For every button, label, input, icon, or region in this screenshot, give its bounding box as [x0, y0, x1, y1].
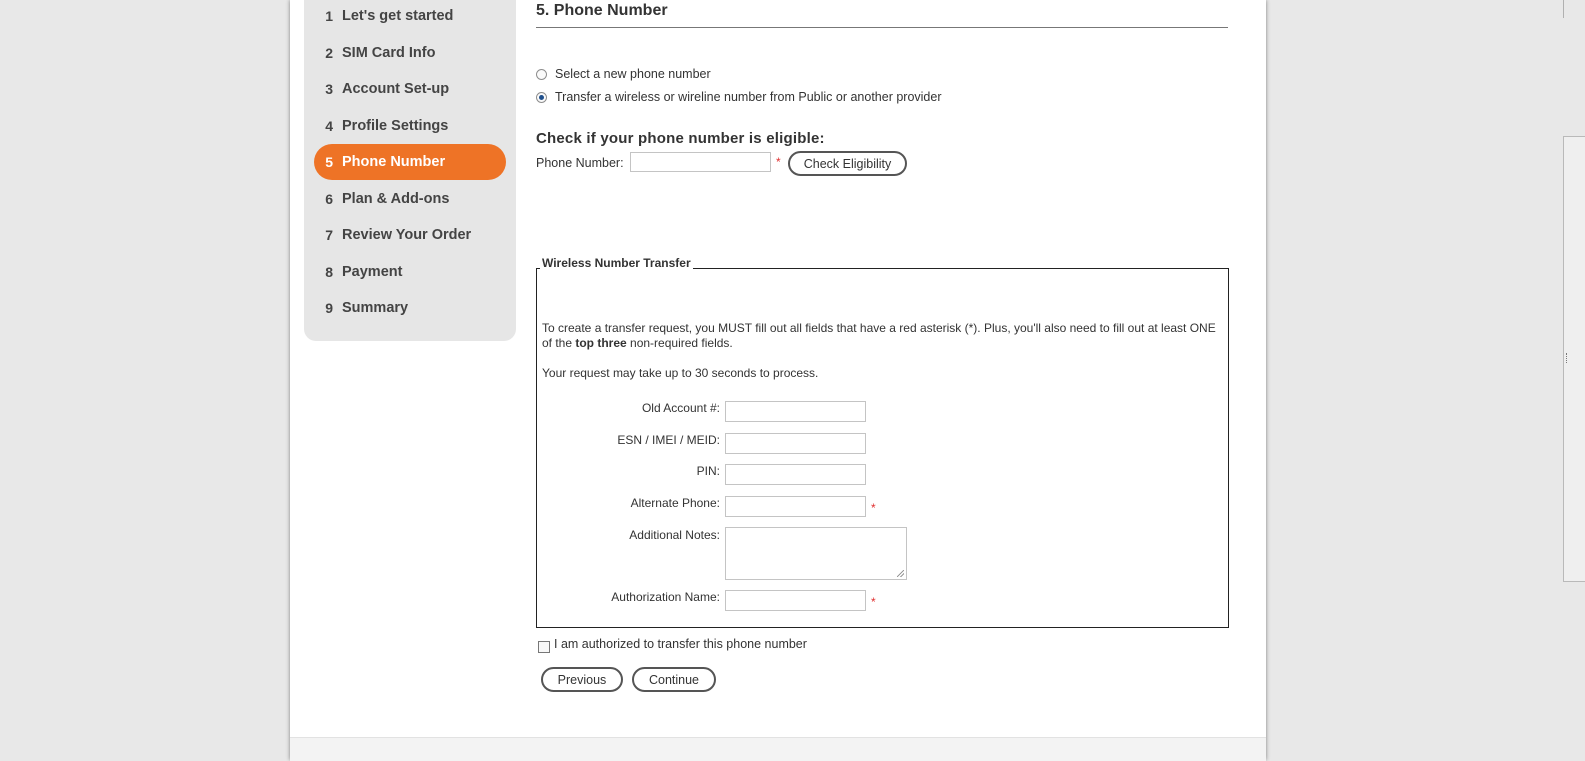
step-label: Let's get started: [342, 8, 454, 24]
eligibility-heading: Check if your phone number is eligible:: [536, 130, 825, 147]
step-number: 1: [325, 8, 333, 24]
step-payment[interactable]: [314, 254, 506, 290]
step-label: Review Your Order: [342, 227, 472, 243]
authorize-label: I am authorized to transfer this phone number: [554, 637, 807, 651]
step-phone-number[interactable]: [314, 144, 506, 180]
transfer-number-label: Transfer a wireless or wireline number from Public or another provider: [555, 90, 942, 104]
scrollbar[interactable]: [1563, 136, 1585, 582]
authorize-checkbox[interactable]: [538, 641, 550, 653]
authorization-name-label: Authorization Name:: [611, 590, 720, 604]
step-label: SIM Card Info: [342, 44, 436, 61]
pin-label: PIN:: [696, 464, 720, 478]
additional-notes-label: Additional Notes:: [629, 528, 720, 542]
step-number: 9: [325, 300, 333, 316]
step-lets-get-started[interactable]: [314, 0, 506, 34]
step-label: Payment: [342, 263, 403, 280]
new-number-label: Select a new phone number: [555, 67, 711, 81]
instructions-emphasis: top three: [575, 336, 627, 350]
step-label: Account Set-up: [342, 81, 450, 97]
step-number: 8: [325, 263, 333, 280]
phone-number-input[interactable]: [630, 152, 771, 172]
processing-note: Your request may take up to 30 seconds to process.: [542, 366, 819, 380]
step-label: Summary: [342, 300, 409, 316]
required-asterisk: *: [871, 501, 876, 515]
step-account-setup[interactable]: [314, 71, 506, 107]
continue-button[interactable]: Continue: [632, 667, 716, 692]
step-number: 3: [325, 81, 333, 97]
esn-input[interactable]: [725, 433, 866, 454]
resize-grip-icon[interactable]: [897, 570, 904, 577]
step-profile-settings[interactable]: [314, 108, 506, 144]
option-transfer-number[interactable]: [536, 90, 942, 104]
step-label: Plan & Add-ons: [342, 190, 450, 207]
new-number-radio[interactable]: [536, 69, 547, 80]
step-number: 4: [325, 117, 333, 134]
page-footer: [290, 737, 1266, 761]
step-number: 6: [325, 190, 333, 207]
authorization-name-input[interactable]: [725, 590, 866, 611]
step-label: Phone Number: [342, 154, 446, 170]
phone-number-label: Phone Number:: [536, 156, 624, 170]
step-sim-card-info[interactable]: [314, 35, 506, 71]
transfer-instructions: [542, 321, 1226, 351]
page-title: 5. Phone Number: [536, 2, 1228, 28]
alternate-phone-input[interactable]: [725, 496, 866, 517]
steps-sidebar: [304, 0, 516, 341]
step-review-order[interactable]: [314, 217, 506, 253]
step-number: 5: [325, 154, 333, 170]
old-account-label: Old Account #:: [641, 401, 720, 415]
old-account-input[interactable]: [725, 401, 866, 422]
instructions-text: To create a transfer request, you MUST fill out all fields that have a red asterisk (*). Plus, you'll also need to fill out at least ONE of the: [542, 321, 1216, 350]
previous-button[interactable]: Previous: [541, 667, 623, 692]
page-container: [290, 0, 1266, 760]
additional-notes-textarea[interactable]: [725, 527, 907, 580]
scrollbar-grip-icon: [1566, 353, 1569, 363]
step-summary[interactable]: [314, 290, 506, 326]
instructions-text-end: non-required fields.: [626, 336, 733, 350]
check-eligibility-button[interactable]: Check Eligibility: [788, 151, 907, 176]
esn-label: ESN / IMEI / MEID:: [617, 433, 720, 447]
alternate-phone-label: Alternate Phone:: [630, 496, 720, 510]
option-new-number[interactable]: [536, 67, 711, 81]
transfer-number-radio[interactable]: [536, 92, 547, 103]
pin-input[interactable]: [725, 464, 866, 485]
step-plan-addons[interactable]: [314, 181, 506, 217]
step-number: 2: [325, 44, 333, 61]
required-asterisk: *: [776, 155, 781, 169]
step-number: 7: [325, 227, 333, 243]
fieldset-legend: Wireless Number Transfer: [542, 256, 691, 270]
step-label: Profile Settings: [342, 117, 449, 134]
window-edge-line: [1563, 0, 1564, 18]
required-asterisk: *: [871, 595, 876, 609]
